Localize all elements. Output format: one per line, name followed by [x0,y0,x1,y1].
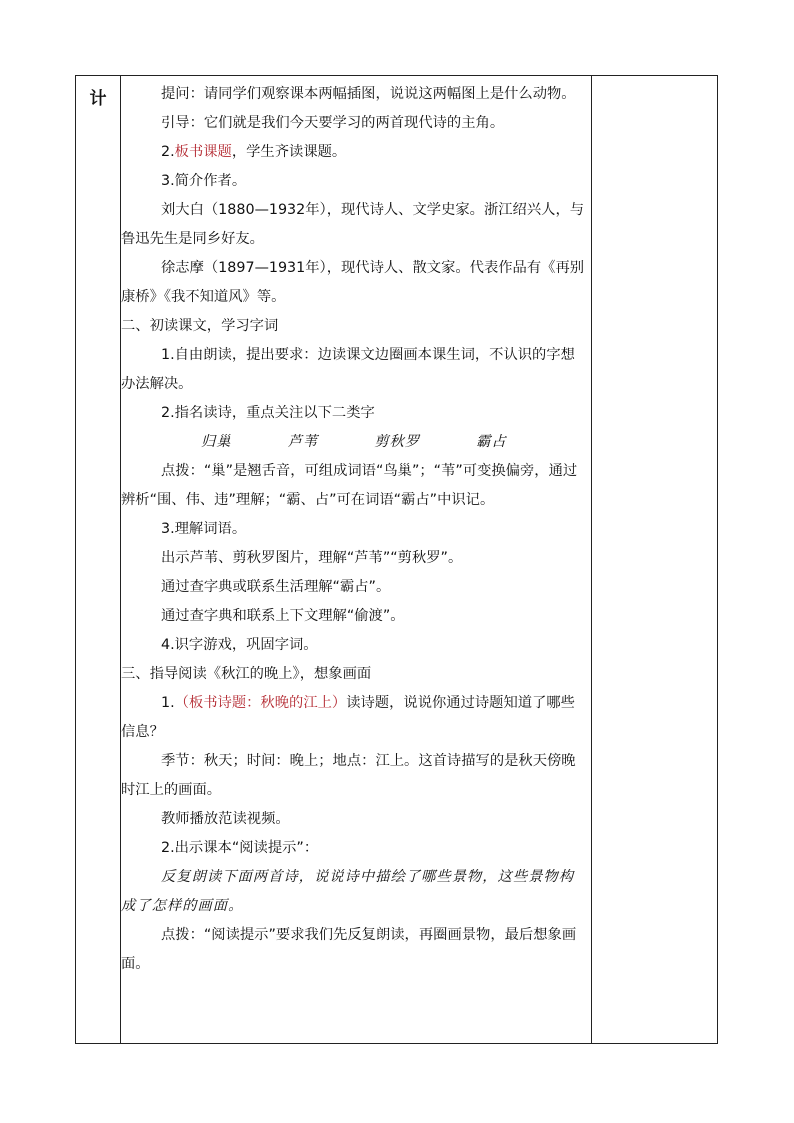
paragraph-text: 2. [161,144,175,160]
lesson-table [75,75,718,1044]
lesson-content [121,80,589,979]
board-note: 板书课题 [174,144,232,160]
paragraph: 二、初读课文，学习字词 [121,318,279,334]
paragraph: 3.理解词语。 [161,521,247,537]
paragraph: 季节：秋天；时间：晚上；地点：江上。这首诗描写的是秋天傍晚时江上的画面。 [121,753,576,798]
paragraph: 提问：请同学们观察课本两幅插图，说说这两幅图上是什么动物。 [161,86,576,102]
paragraph: 1.自由朗读，提出要求：边读课文边圈画本课生词，不认识的字想办法解决。 [121,347,575,392]
paragraph: 徐志摩（1897—1931年），现代诗人、散文家。代表作品有《再别康桥》《我不知道风》等。 [121,260,585,305]
vocab-word: 归巢 [201,434,232,450]
paragraph: 刘大白（1880—1932年），现代诗人、文学史家。浙江绍兴人，与鲁迅先生是同乡好友。 [121,202,585,247]
paragraph: 教师播放范读视频。 [161,811,290,827]
vocab-word: 剪秋罗 [374,434,421,450]
paragraph [121,428,589,457]
paragraph: 点拨：“巢”是翘舌音，可组成词语“鸟巢”；“苇”可变换偏旁，通过辨析“围、伟、违”理解；“霸、占”可在词语“霸占”中识记。 [121,463,578,508]
paragraph: 点拨：“阅读提示”要求我们先反复朗读，再圈画景物，最后想象画面。 [121,927,577,972]
paragraph: 出示芦苇、剪秋罗图片，理解“芦苇”“剪秋罗”。 [161,550,463,566]
vocab-word: 霸占 [476,434,507,450]
column-divider-right [591,76,592,1043]
paragraph-text: 1. [161,695,175,711]
paragraph: 3.简介作者。 [161,173,247,189]
paragraph [121,689,589,747]
paragraph [121,138,589,167]
paragraph: 三、指导阅读《秋江的晚上》，想象画面 [121,666,372,682]
paragraph-text: 读诗题，说说你通过诗题知道了哪些信息？ [121,695,575,740]
paragraph: 2.指名读诗，重点关注以下二类字 [161,405,375,421]
paragraph: 反复朗读下面两首诗，说说诗中描绘了哪些景物，这些景物构成了怎样的画面。 [121,869,575,914]
paragraph: 2.出示课本“阅读提示”： [161,840,319,856]
paragraph: 引导：它们就是我们今天要学习的两首现代诗的主角。 [161,115,505,131]
paragraph: 4.识字游戏，巩固字词。 [161,637,318,653]
vocab-word: 芦苇 [287,434,319,450]
board-note: （板书诗题：秋晚的江上） [174,695,347,711]
paragraph-text: ，学生齐读课题。 [231,144,347,160]
paragraph: 通过查字典和联系上下文理解“偷渡”。 [161,608,405,624]
paragraph: 通过查字典或联系生活理解“霸占”。 [161,579,391,595]
side-label: 计 [89,89,107,109]
